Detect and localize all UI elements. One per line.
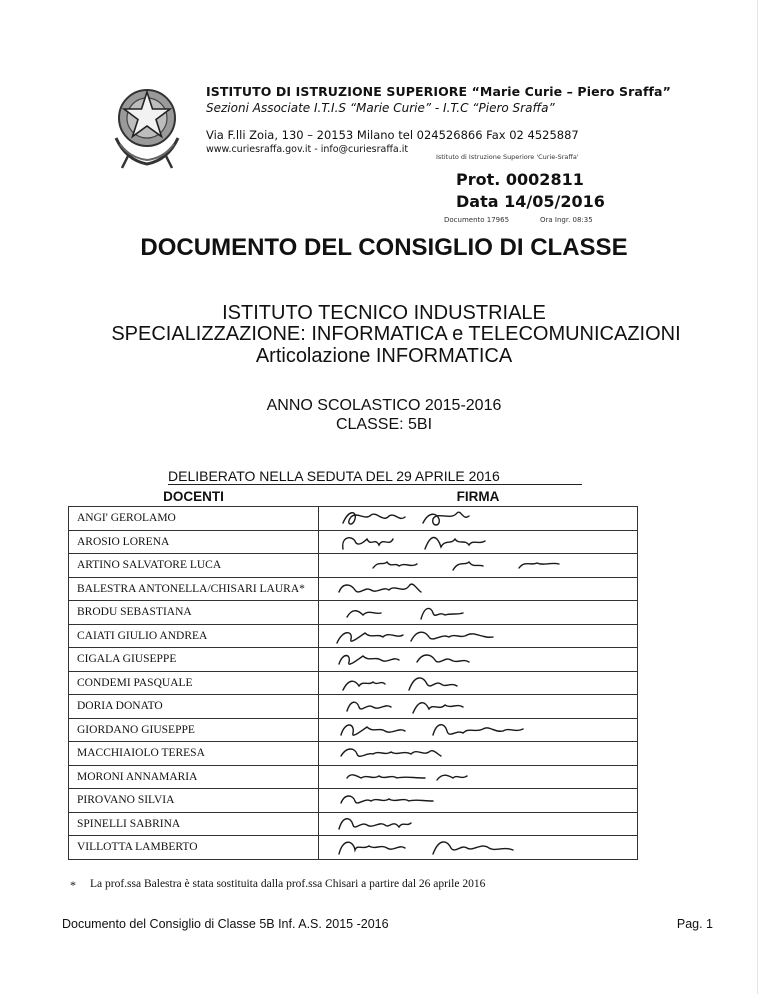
emblem-icon [108, 78, 186, 170]
institute-address: Via F.lli Zoia, 130 – 20153 Milano tel 024526866 Fax 02 4525887 [206, 128, 579, 142]
teacher-cell [69, 530, 319, 554]
signature-stroke [347, 775, 467, 780]
signature-icon [319, 554, 637, 576]
signature-icon [319, 695, 637, 717]
signature-cell [319, 624, 638, 648]
teacher-name: SPINELLI SABRINA [77, 817, 181, 830]
signature-icon [319, 601, 637, 623]
table-row [69, 624, 638, 648]
teacher-cell [69, 507, 319, 531]
teacher-cell [69, 742, 319, 766]
signature-cell [319, 789, 638, 813]
scan-edge [757, 0, 758, 994]
signature-icon [319, 507, 637, 529]
teacher-name: CAIATI GIULIO ANDREA [77, 629, 208, 642]
signature-cell [319, 812, 638, 836]
page-number: Pag. 1 [676, 917, 713, 931]
signature-cell [319, 554, 638, 578]
col-signature: FIRMA [319, 487, 638, 507]
teacher-cell [69, 624, 319, 648]
signature-cell [319, 695, 638, 719]
teacher-cell [69, 577, 319, 601]
signature-cell [319, 742, 638, 766]
institute-web: www.curiesraffa.gov.it - info@curiesraffa.it [206, 144, 409, 155]
signature-cell [319, 765, 638, 789]
teacher-cell [69, 695, 319, 719]
school-year: ANNO SCOLASTICO 2015-2016 [266, 397, 502, 414]
teacher-name: ARTINO SALVATORE LUCA [77, 559, 222, 572]
teacher-name: GIORDANO GIUSEPPE [77, 723, 195, 736]
signature-cell [319, 836, 638, 860]
document-number: Documento 17965 [444, 216, 510, 224]
footnote: La prof.ssa Balestra è stata sostituita dalla prof.ssa Chisari a partire dal 26 aprile 2016 [90, 878, 486, 890]
table-header [69, 487, 638, 507]
signature-stroke [343, 678, 457, 690]
specialization: SPECIALIZZAZIONE: INFORMATICA e TELECOMUNICAZIONI [111, 323, 681, 345]
col-teachers: DOCENTI [69, 487, 319, 507]
table-row [69, 530, 638, 554]
signature-stroke [339, 818, 411, 828]
table-row [69, 836, 638, 860]
teacher-name: MACCHIAIOLO TERESA [77, 747, 205, 760]
teacher-cell [69, 671, 319, 695]
table-row [69, 695, 638, 719]
signature-icon [319, 813, 637, 835]
teacher-cell [69, 789, 319, 813]
school-type: ISTITUTO TECNICO INDUSTRIALE [222, 302, 546, 324]
institute-sections: Sezioni Associate I.T.I.S “Marie Curie” - I.T.C “Piero Sraffa” [206, 101, 555, 115]
articulation: Articolazione INFORMATICA [255, 345, 513, 367]
table-row [69, 648, 638, 672]
signature-stroke [341, 724, 523, 734]
teacher-name: VILLOTTA LAMBERTO [77, 841, 198, 854]
teacher-name: CONDEMI PASQUALE [77, 676, 193, 689]
teacher-name: ANGI' GEROLAMO [77, 512, 176, 525]
signature-icon [319, 648, 637, 670]
signature-icon [319, 766, 637, 788]
teacher-cell [69, 554, 319, 578]
note-mark: * [70, 878, 76, 892]
signature-cell [319, 601, 638, 625]
table-row [69, 507, 638, 531]
table-row [69, 765, 638, 789]
deliberation-line: DELIBERATO NELLA SEDUTA DEL 29 APRILE 2016 [168, 468, 500, 484]
signature-icon [319, 719, 637, 741]
table-row [69, 601, 638, 625]
signature-icon [319, 742, 637, 764]
signature-stroke [343, 512, 469, 525]
signature-icon [319, 836, 637, 858]
teacher-cell [69, 601, 319, 625]
signature-cell [319, 577, 638, 601]
institute-name: ISTITUTO DI ISTRUZIONE SUPERIORE “Marie Curie – Piero Sraffa” [206, 84, 671, 99]
signature-icon [319, 625, 637, 647]
teacher-cell [69, 836, 319, 860]
signature-cell [319, 530, 638, 554]
signature-stroke [339, 655, 469, 664]
signature-stroke [337, 632, 493, 643]
signature-rows [69, 507, 638, 860]
document-title: DOCUMENTO DEL CONSIGLIO DI CLASSE [140, 234, 628, 261]
table-row [69, 718, 638, 742]
signature-stroke [373, 562, 559, 570]
teacher-name: AROSIO LORENA [77, 535, 170, 548]
signature-stroke [339, 584, 421, 592]
teacher-name: DORIA DONATO [77, 700, 163, 713]
signature-cell [319, 718, 638, 742]
signature-stroke [347, 702, 463, 713]
footer-document: Documento del Consiglio di Classe 5B Inf. A.S. 2015 -2016 [62, 917, 389, 931]
teacher-cell [69, 718, 319, 742]
teacher-cell [69, 765, 319, 789]
signature-stroke [341, 796, 433, 803]
teacher-cell [69, 812, 319, 836]
table-row [69, 742, 638, 766]
teacher-name: PIROVANO SILVIA [77, 794, 175, 807]
signature-cell [319, 507, 638, 531]
signature-cell [319, 671, 638, 695]
table-row [69, 671, 638, 695]
entry-time: Ora Ingr. 08:35 [540, 216, 593, 224]
protocol-date: Data 14/05/2016 [456, 192, 605, 211]
teacher-name: BRODU SEBASTIANA [77, 606, 192, 619]
signature-stroke [347, 609, 463, 620]
signature-table [68, 487, 638, 860]
signature-icon [319, 672, 637, 694]
teacher-cell [69, 648, 319, 672]
table-row [69, 789, 638, 813]
signature-icon [319, 531, 637, 553]
signature-stroke [343, 537, 485, 549]
table-row [69, 577, 638, 601]
stamp-institute: Istituto di Istruzione Superiore 'Curie-Sraffa' [436, 153, 579, 161]
deliberation-rule [168, 484, 582, 485]
class-name: CLASSE: 5BI [335, 416, 433, 433]
table-row [69, 812, 638, 836]
signature-icon [319, 578, 637, 600]
signature-stroke [341, 749, 441, 756]
signature-stroke [339, 842, 513, 854]
signature-cell [319, 648, 638, 672]
teacher-name: CIGALA GIUSEPPE [77, 653, 177, 666]
signature-icon [319, 789, 637, 811]
teacher-name: MORONI ANNAMARIA [77, 770, 198, 783]
protocol-number: Prot. 0002811 [456, 170, 584, 189]
teacher-name: BALESTRA ANTONELLA/CHISARI LAURA* [77, 582, 305, 595]
table-row [69, 554, 638, 578]
